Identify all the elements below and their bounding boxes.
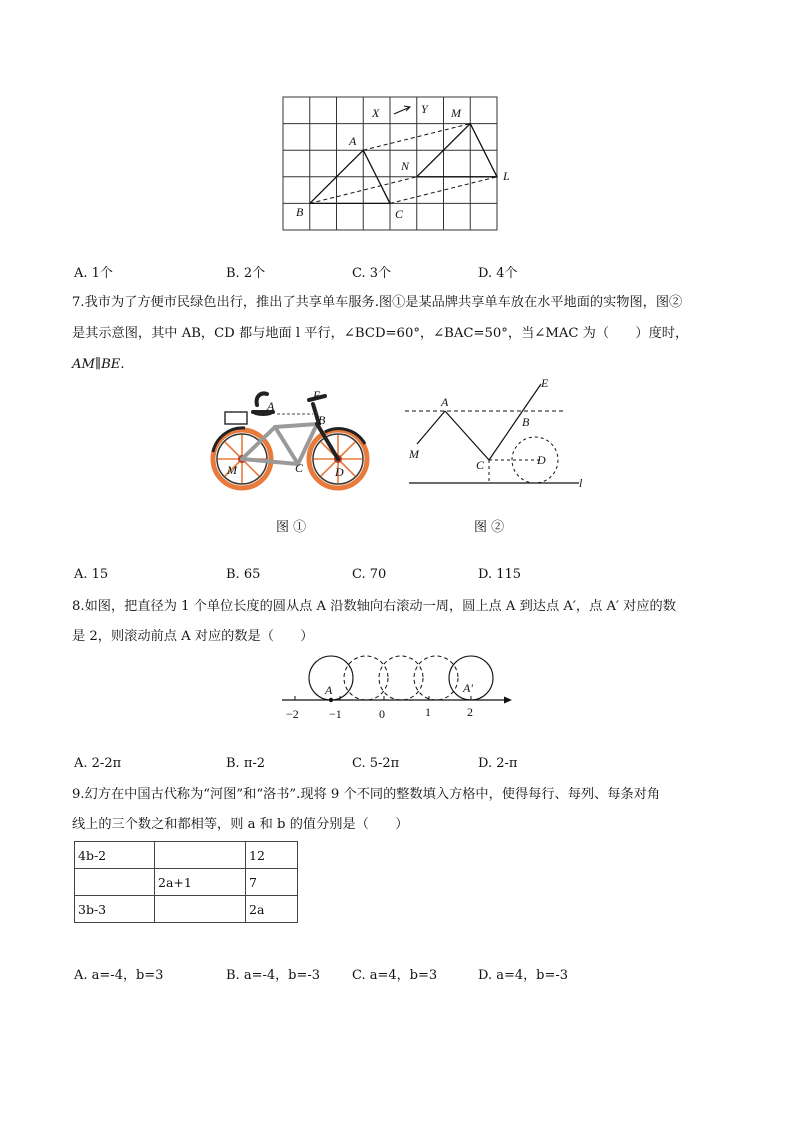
q7-text-line3: AM∥BE. — [72, 357, 125, 372]
q6-label-c: C — [395, 207, 404, 221]
q9-text-line1: 9.幻方在中国古代称为“河图”和“洛书”.现将 9 个不同的整数填入方格中，使得每行、每列、每条对角 — [72, 787, 661, 802]
tick-label: 2 — [467, 705, 473, 719]
table-row — [75, 842, 298, 869]
table-cell — [155, 842, 246, 869]
fig1-caption: 图 ① — [276, 520, 307, 535]
table-cell: 4b-2 — [75, 842, 155, 869]
q6-option-c[interactable]: C. 3个 — [352, 266, 392, 281]
fig2-label-a: A — [441, 395, 449, 409]
q6-option-d[interactable]: D. 4个 — [478, 266, 518, 281]
q6-label-m: M — [451, 106, 461, 120]
fig2-caption: 图 ② — [474, 520, 505, 535]
q6-label-n: N — [401, 159, 410, 173]
fig2-label-m: M — [409, 447, 419, 461]
q8-option-d[interactable]: D. 2-π — [478, 756, 518, 771]
q6-label-y: Y — [421, 102, 428, 116]
q6-label-b: B — [296, 205, 304, 219]
q7-text-line1: 7.我市为了方便市民绿色出行，推出了共享单车服务.图①是某品牌共享单车放在水平地面的实物图，图② — [72, 295, 683, 310]
q9-option-d[interactable]: D. a=4，b=-3 — [478, 968, 569, 983]
fig2-label-c: C — [476, 458, 485, 472]
q6-grid-figure — [276, 90, 526, 232]
fig1-label-m: M — [227, 463, 237, 477]
table-cell — [75, 869, 155, 896]
q6-option-a[interactable]: A. 1个 — [74, 266, 113, 281]
tick-label: 1 — [425, 705, 431, 719]
q8-option-c[interactable]: C. 5-2π — [352, 756, 400, 771]
fig2-label-b: B — [522, 415, 530, 429]
q8-option-b[interactable]: B. π-2 — [226, 756, 266, 771]
table-row — [75, 896, 298, 923]
bicycle-figure — [205, 382, 375, 494]
q9-option-c[interactable]: C. a=4，b=3 — [352, 968, 438, 983]
q6-label-a: A — [349, 134, 357, 148]
fig2-label-e: E — [541, 376, 549, 390]
q9-option-b[interactable]: B. a=-4，b=-3 — [226, 968, 321, 983]
table-row — [75, 869, 298, 896]
fig1-label-a: A — [267, 399, 275, 413]
table-cell: 2a — [246, 896, 298, 923]
q9-option-a[interactable]: A. a=-4，b=3 — [74, 968, 164, 983]
tick-label: −2 — [286, 707, 299, 721]
magic-square-table — [74, 841, 298, 923]
fig1-label-c: C — [295, 461, 304, 475]
q9-text-line2: 线上的三个数之和都相等，则 a 和 b 的值分别是（ ） — [72, 817, 409, 832]
table-cell: 2a+1 — [155, 869, 246, 896]
q6-label-x: X — [372, 106, 380, 120]
q7-option-a[interactable]: A. 15 — [74, 567, 109, 582]
table-cell: 3b-3 — [75, 896, 155, 923]
fig2-label-l: l — [579, 476, 583, 490]
number-line-figure — [278, 650, 518, 725]
q7-text-line2: 是其示意图，其中 AB，CD 都与地面 l 平行，∠BCD=60°，∠BAC=50°，当∠MAC 为（ ）度时， — [72, 326, 689, 341]
table-cell: 12 — [246, 842, 298, 869]
fig1-label-e: E — [313, 388, 321, 402]
tick-label: 0 — [379, 707, 385, 721]
bicycle-schematic-figure — [403, 372, 593, 497]
fig1-label-d: D — [335, 465, 344, 479]
q8-text-line1: 8.如图，把直径为 1 个单位长度的圆从点 A 沿数轴向右滚动一周，圆上点 A 到达点 A′，点 A′ 对应的数 — [72, 599, 676, 614]
q7-option-d[interactable]: D. 115 — [478, 567, 522, 582]
tick-label: −1 — [329, 707, 342, 721]
table-cell: 7 — [246, 869, 298, 896]
q6-label-l: L — [503, 169, 510, 183]
q7-option-c[interactable]: C. 70 — [352, 567, 387, 582]
table-cell — [155, 896, 246, 923]
q8-text-line2: 是 2，则滚动前点 A 对应的数是（ ） — [72, 629, 314, 644]
fig1-label-b: B — [318, 413, 326, 427]
q8-point-a: A — [325, 683, 333, 697]
q8-point-a-prime: A′ — [463, 681, 473, 695]
q7-option-b[interactable]: B. 65 — [226, 567, 261, 582]
fig2-label-d: D — [537, 453, 546, 467]
q8-option-a[interactable]: A. 2-2π — [74, 756, 122, 771]
q6-option-b[interactable]: B. 2个 — [226, 266, 266, 281]
